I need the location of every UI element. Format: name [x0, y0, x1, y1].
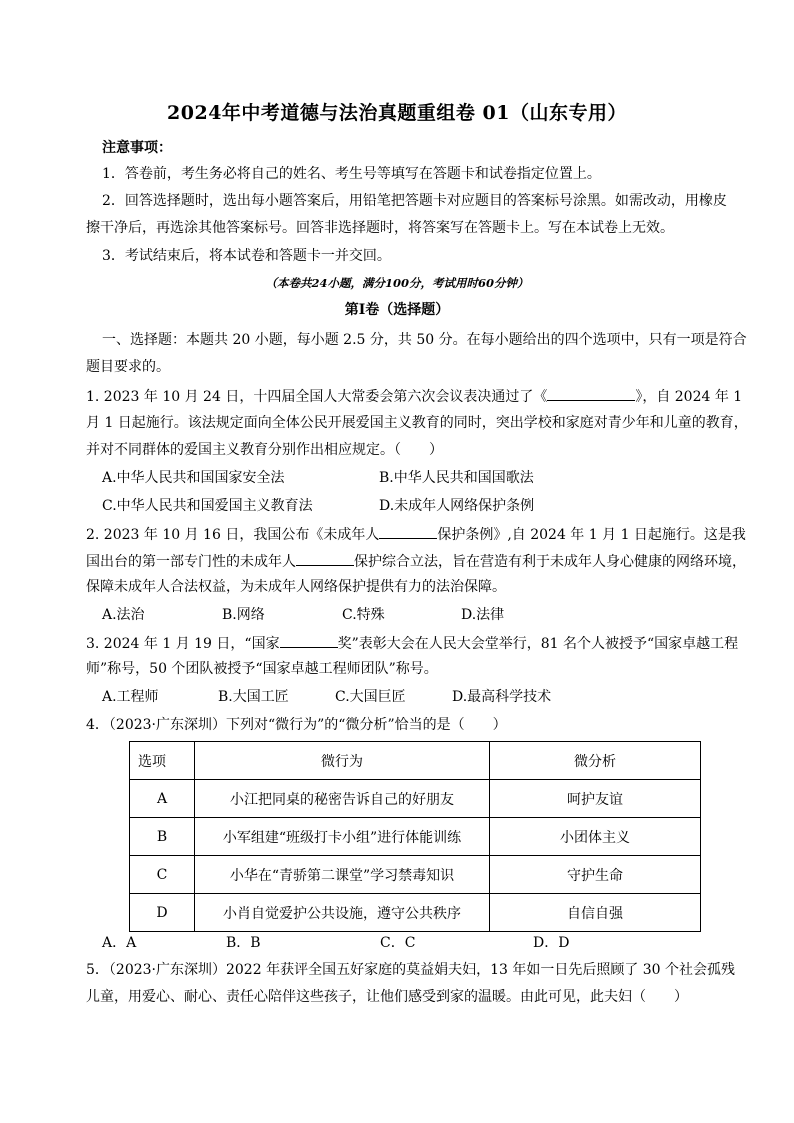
table-cell: 小华在“青骄第二课堂”学习禁毒知识 [195, 856, 490, 894]
q1-text-a: 1. 2023 年 10 月 24 日，十四届全国人大常委会第六次会议表决通过了《 [86, 389, 548, 405]
table-cell: A [130, 780, 195, 818]
q2-option-a: A.法治 [102, 607, 145, 623]
q3-option-a: A.工程师 [102, 689, 159, 705]
table-cell: 自信自强 [490, 894, 701, 932]
q4-option-b: B．B [226, 935, 261, 951]
q3-text-b: 奖”表彰大会在人民大会堂举行，81 名个人被授予“国家卓越工程 [337, 636, 739, 652]
notes-heading: 注意事项： [102, 140, 172, 156]
exam-info: （本卷共24小题，满分100分，考试用时60分钟） [265, 276, 529, 290]
table-row [130, 818, 701, 856]
q4-option-d: D．D [533, 935, 570, 951]
table-cell: D [130, 894, 195, 932]
q4-options-table [129, 741, 701, 932]
q3-line-1 [86, 633, 738, 653]
q1-option-a: A.中华人民共和国国家安全法 [102, 470, 285, 486]
q2-text-c: 国出台的第一部专门性的未成年人 [86, 554, 296, 570]
q2-option-b: B.网络 [222, 607, 265, 623]
q2-line-1 [86, 524, 746, 544]
note-2-line-1: 2．回答选择题时，选出每小题答案后，用铅笔把答题卡对应题目的答案标号涂黑。如需改动，用橡皮 [102, 193, 727, 209]
q5-line-1: 5．（2023·广东深圳）2022 年获评全国五好家庭的莫益娟夫妇，13 年如一日先后照顾了 30 个社会孤残 [86, 962, 736, 978]
q1-option-d: D.未成年人网络保护条例 [379, 498, 535, 514]
answer-blank [547, 386, 635, 401]
table-cell: 小江把同桌的秘密告诉自己的好朋友 [195, 780, 490, 818]
section-title: 第Ⅰ卷（选择题） [344, 302, 450, 318]
q5-line-2: 儿童，用爱心、耐心、责任心陪伴这些孩子，让他们感受到家的温暖。由此可见，此夫妇（ ） [86, 989, 688, 1005]
instructions-line-1: 一、选择题：本题共 20 小题，每小题 2.5 分，共 50 分。在每小题给出的四个选项中，只有一项是符合 [102, 332, 747, 348]
q1-line-1 [86, 386, 742, 406]
q2-text-d: 保护综合立法，旨在营造有利于未成年人身心健康的网络环境， [354, 554, 746, 570]
table-cell: 守护生命 [490, 856, 701, 894]
table-cell: 小肖自觉爱护公共设施，遵守公共秩序 [195, 894, 490, 932]
table-cell: 呵护友谊 [490, 780, 701, 818]
answer-blank [280, 633, 338, 648]
q3-line-2: 师”称号，50 个团队被授予“国家卓越工程师团队”称号。 [86, 661, 438, 677]
page-title: 2024年中考道德与法治真题重组卷 01（山东专用） [167, 102, 627, 124]
q2-line-2 [86, 551, 746, 571]
q2-text-a: 2. 2023 年 10 月 16 日，我国公布《未成年人 [86, 527, 380, 543]
table-header-row [130, 742, 701, 780]
answer-blank [296, 551, 354, 566]
table-header-cell: 选项 [130, 742, 195, 780]
note-1: 1．答卷前，考生务必将自己的姓名、考生号等填写在答题卡和试卷指定位置上。 [102, 166, 601, 182]
note-3: 3．考试结束后，将本试卷和答题卡一并交回。 [102, 248, 391, 264]
table-cell: C [130, 856, 195, 894]
table-row [130, 894, 701, 932]
table-row [130, 856, 701, 894]
q2-text-b: 保护条例》,自 2024 年 1 月 1 日起施行。这是我 [437, 527, 746, 543]
note-2-line-2: 擦干净后，再选涂其他答案标号。回答非选择题时，将答案写在答题卡上。写在本试卷上无效。 [86, 220, 674, 236]
q2-line-3: 保障未成年人合法权益，为未成年人网络保护提供有力的法治保障。 [86, 579, 506, 595]
q4-stem: 4．（2023·广东深圳）下列对“微行为”的“微分析”恰当的是（ ） [86, 717, 507, 733]
table-row [130, 780, 701, 818]
table-cell: 小军组建“班级打卡小组”进行体能训练 [195, 818, 490, 856]
q2-option-c: C.特殊 [342, 607, 385, 623]
q2-option-d: D.法律 [461, 607, 505, 623]
q3-text-a: 3. 2024 年 1 月 19 日，“国家 [86, 636, 280, 652]
table-cell: B [130, 818, 195, 856]
q3-option-b: B.大国工匠 [218, 689, 289, 705]
q3-option-d: D.最高科学技术 [452, 689, 552, 705]
q1-option-c: C.中华人民共和国爱国主义教育法 [102, 498, 313, 514]
q1-line-2: 月 1 日起施行。该法规定面向全体公民开展爱国主义教育的同时，突出学校和家庭对青少年和儿童的教育， [86, 415, 748, 431]
instructions-line-2: 题目要求的。 [86, 359, 170, 375]
q1-option-b: B.中华人民共和国国歌法 [379, 470, 534, 486]
q4-option-c: C．C [380, 935, 416, 951]
answer-blank [379, 524, 437, 539]
q3-option-c: C.大国巨匠 [335, 689, 406, 705]
table-header-cell: 微分析 [490, 742, 701, 780]
q4-option-a: A．A [102, 935, 137, 951]
q1-text-b: 》，自 2024 年 1 [635, 389, 743, 405]
table-cell: 小团体主义 [490, 818, 701, 856]
q1-line-3: 并对不同群体的爱国主义教育分别作出相应规定。（ ） [86, 442, 443, 458]
table-header-cell: 微行为 [195, 742, 490, 780]
